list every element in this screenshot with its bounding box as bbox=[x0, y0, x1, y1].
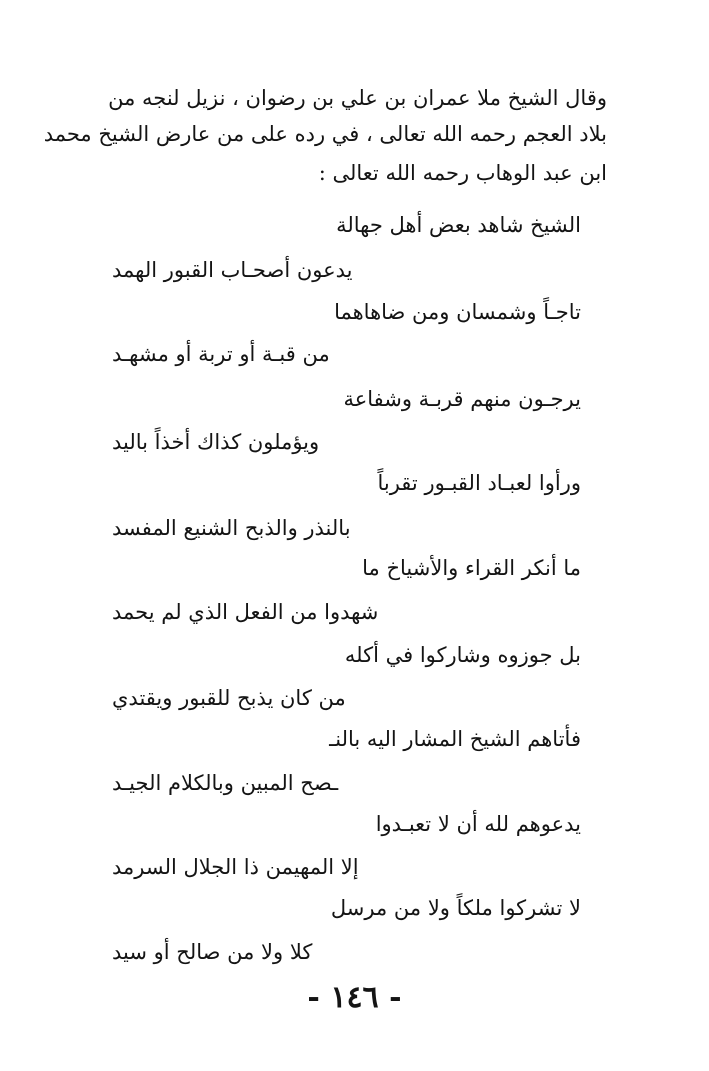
verse-line-2: يدعون أصحـاب القبور الهمد bbox=[112, 258, 353, 282]
verse-line-5: يرجـون منهم قربـة وشفاعة bbox=[343, 387, 581, 411]
prose-line-1: وقال الشيخ ملا عمران بن علي بن رضوان ، نزيل لنجه من bbox=[108, 86, 607, 110]
verse-line-1: الشيخ شاهد بعض أهل جهالة bbox=[336, 213, 581, 237]
verse-line-17: لا تشركوا ملكاً ولا من مرسل bbox=[330, 896, 581, 920]
verse-line-6: ويؤملون كذاك أخذاً باليد bbox=[112, 430, 320, 454]
verse-line-4: من قبـة أو تربة أو مشهـد bbox=[112, 342, 330, 366]
verse-line-9: ما أنكر القراء والأشياخ ما bbox=[362, 556, 581, 580]
verse-line-11: بل جوزوه وشاركوا في أكله bbox=[344, 643, 581, 667]
verse-line-18: كلا ولا من صالح أو سيد bbox=[112, 940, 313, 964]
verse-line-8: بالنذر والذبح الشنيع المفسد bbox=[112, 516, 351, 540]
page-number: - ١٤٦ - bbox=[307, 980, 402, 1015]
verse-line-12: من كان يذبح للقبور ويقتدي bbox=[112, 686, 346, 710]
verse-line-13: فأتاهم الشيخ المشار اليه بالنـ bbox=[329, 727, 581, 751]
verse-line-10: شهدوا من الفعل الذي لم يحمد bbox=[112, 600, 379, 624]
verse-line-15: يدعوهم لله أن لا تعبـدوا bbox=[375, 812, 581, 836]
prose-line-2: بلاد العجم رحمه الله تعالى ، في رده على من عارض الشيخ محمد bbox=[43, 122, 607, 146]
verse-line-3: تاجـاً وشمسان ومن ضاهاهما bbox=[334, 300, 581, 324]
verse-line-7: ورأوا لعبـاد القبـور تقرباً bbox=[377, 471, 581, 495]
prose-line-3: ابن عبد الوهاب رحمه الله تعالى : bbox=[318, 161, 607, 185]
verse-line-14: ـصح المبين وبالكلام الجيـد bbox=[112, 771, 339, 795]
verse-line-16: إلا المهيمن ذا الجلال السرمد bbox=[112, 855, 359, 879]
